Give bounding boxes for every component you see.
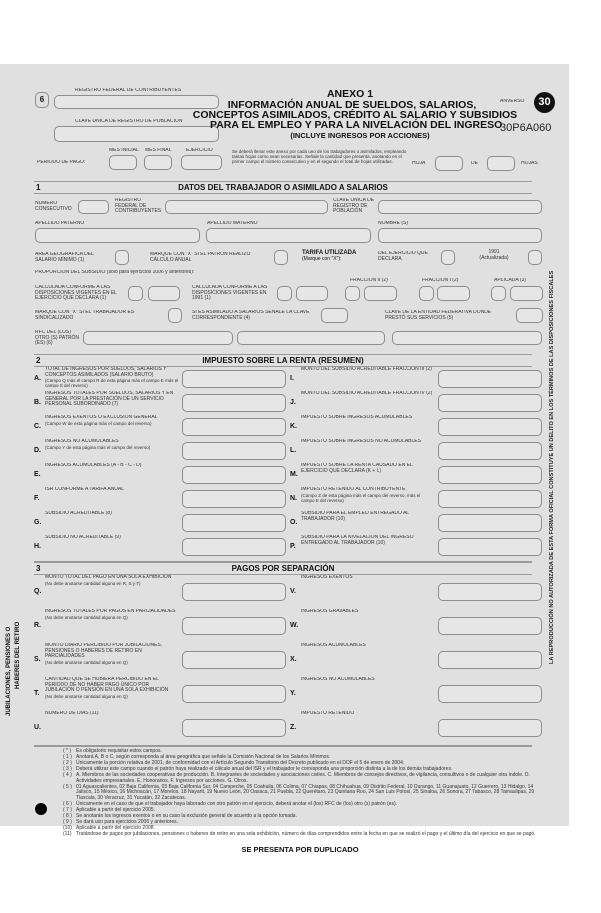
row-label (45, 643, 179, 675)
row-letter: Z. (290, 724, 297, 731)
row-letter: E. (34, 471, 41, 478)
calculada2-dec-input[interactable] (296, 286, 328, 301)
page-badge (534, 92, 555, 113)
subtitle: (INCLUYE INGRESOS POR ACCIONES) (290, 131, 430, 140)
page-badge-text: 30 (538, 96, 551, 108)
row-letter: I. (290, 375, 294, 382)
footnote-text: Únicamente en el caso de que el trabajador haya laborado con otro patrón en el ejercicio, deberá anotar el (los) RFC de (los) otro (s) patrón (es). (76, 800, 398, 807)
footnote-key: ( * ) (63, 748, 72, 754)
ejercicio-1991 (466, 250, 522, 261)
isr-row (34, 535, 286, 558)
footnote-key: ( 5 ) (63, 783, 72, 790)
row-label (301, 643, 435, 675)
row-label-text: IMPUESTO SOBRE LA RENTA CAUSADO EN EL EJERCICIO QUE DECLARA (K + L) (301, 463, 413, 474)
row-label-text: CANTIDAD QUE SE HUBIERA PERCIBIDO EN EL PERIODO DE NO HABER PAGO ÚNICO POR JUBILACIÓN O PENSIÓN EN UNA SOLA EXHIBICIÓN (45, 677, 169, 693)
row-label-text: IMPUESTO RETENIDO (301, 711, 355, 716)
row-letter: G. (34, 519, 42, 526)
footnote-text: Deberá utilizar este campo cuando el patrón haya realizado el cálculo anual del ISR y el trabajador le corresponda una proporción distinta a la de los demás trabajadores. (76, 766, 453, 772)
fraccion-ii-label: FRACCIÓN II (2) (350, 278, 388, 283)
footnote-text: Aplicable a partir del ejercicio 2008. (76, 824, 155, 831)
hoja-label: HOJA (412, 161, 426, 166)
isr-row (290, 439, 542, 462)
row-label-text: MONTO DEL SUBSIDIO ACREDITABLE FRACCIÓN IV (2) (301, 391, 433, 396)
row-label (301, 415, 435, 437)
tarifa-ejercicio-checkbox[interactable] (441, 250, 455, 265)
footnote-text: Se anotarán los ingresos exentos o en su caso la exclusión general de acuerdo a la opción tomada. (76, 812, 297, 819)
area-input[interactable] (115, 250, 129, 265)
row-label-text: NÚMERO DE DÍAS (11) (45, 711, 99, 716)
amount-input[interactable] (182, 514, 286, 532)
section-1-title: DATOS DEL TRABAJADOR O ASIMILADO A SALARIOS (178, 183, 388, 192)
row-label-text: IMPUESTO SOBRE INGRESOS NO ACUMULABLES (301, 439, 421, 444)
mes-inicial-input[interactable] (109, 155, 137, 170)
footnote-text: Aplicable a partir del ejercicio 2005. (76, 806, 155, 813)
row-label (45, 367, 179, 389)
s1-curp-label: CLAVE ÚNICA DE REGISTRO DE POBLACIÓN (333, 198, 375, 214)
row-label-text: INGRESOS NO ACUMULABLES (301, 677, 375, 682)
period-label: PERIODO DE PAGO: (37, 160, 86, 165)
footnote (63, 773, 543, 784)
row-letter: K. (290, 423, 297, 430)
row-letter: T. (34, 690, 40, 697)
amount-input[interactable] (438, 466, 542, 484)
amount-input[interactable] (182, 538, 286, 556)
row-label-text: INGRESOS ACUMULABLES (301, 643, 366, 648)
footnote-key: ( 4 ) (63, 772, 72, 778)
row-note: (No debe anotarse cantidad alguna en Q) (45, 659, 128, 665)
otro-patron-2-input[interactable] (237, 331, 385, 345)
row-letter: H. (34, 543, 41, 550)
separacion-row (290, 609, 542, 642)
row-label-text: IMPUESTO RETENIDO AL CONTRIBUYENTE (301, 487, 406, 492)
isr-row (290, 487, 542, 510)
aplicada-label: APLICADA (3) (494, 278, 526, 283)
footnote-key: ( 9 ) (63, 818, 72, 825)
amount-input[interactable] (182, 442, 286, 460)
form-page (0, 64, 569, 854)
otro-patron-1-input[interactable] (83, 331, 233, 345)
marque-anual-label: MARQUE CON "X" SI EL PATRÓN REALIZÓ CÁLCULO ANUAL (150, 252, 251, 263)
row-letter: Y. (290, 690, 296, 697)
ejercicio-label: DEL EJERCICIO QUE DECLARA (378, 251, 428, 262)
amount-input[interactable] (182, 418, 286, 436)
row-label-text: INGRESOS ACUMULABLES (A - B - C - D) (45, 463, 142, 468)
separacion-row (290, 643, 542, 676)
row-label-text: INGRESOS TOTALES POR PAGOS EN PARCIALIDADES (45, 609, 176, 614)
entidad-input[interactable] (516, 308, 543, 323)
row-note: (Campo Z de esta página más el campo del reverso, más el campo E del reverso) (301, 492, 421, 503)
row-label (301, 677, 435, 709)
isr-row (34, 367, 286, 390)
row-label (45, 575, 179, 607)
section-3-number: 3 (36, 564, 41, 573)
nombre-label: NOMBRE (S) (378, 221, 408, 226)
amount-input[interactable] (438, 514, 542, 532)
row-label (45, 677, 179, 709)
row-note: (Campo Q más el campo R de esta página más el campo E más el campo S del reverso) (45, 378, 179, 388)
footnote-key: ( 8 ) (63, 812, 72, 819)
de-label: DE (471, 161, 478, 166)
ejercicio-1991-sub: (Actualizada) (479, 254, 509, 261)
tarifa-1991-checkbox[interactable] (528, 250, 542, 265)
period-label-mes-inicial: MES INICIAL (109, 148, 139, 153)
area-label: ÁREA GEOGRÁFICA DEL SALARIO MÍNIMO (1) (35, 252, 94, 263)
amount-input[interactable] (438, 490, 542, 508)
row-label (301, 367, 435, 389)
amount-input[interactable] (438, 442, 542, 460)
section-1-header (34, 181, 532, 194)
row-label-text: SUBSIDIO ACREDITABLE (8) (45, 511, 112, 516)
calculada2-int-input[interactable] (277, 286, 292, 301)
amount-input[interactable] (438, 719, 542, 737)
separacion-row (34, 575, 286, 608)
separacion-row (34, 609, 286, 642)
separacion-row (290, 677, 542, 710)
amount-input[interactable] (182, 490, 286, 508)
row-label (45, 463, 179, 485)
proporcion-label: PROPORCIÓN DEL SUBSIDIO (sólo para ejercicios 2006 y anteriores): (35, 270, 195, 275)
section-2-header (34, 354, 532, 367)
fraccion-i-int-input[interactable] (419, 286, 434, 301)
row-label (45, 535, 179, 557)
row-label-text: SUBSIDIO PARA LA NIVELACIÓN DEL INGRESO ENTREGADO AL TRABAJADOR (10) (301, 535, 414, 546)
row-label (301, 609, 435, 641)
row-label (301, 511, 435, 533)
amount-input[interactable] (438, 370, 542, 388)
separacion-row (34, 677, 286, 710)
row-label (301, 391, 435, 413)
s1-rfc-input[interactable] (165, 200, 328, 214)
calculada2-label: CALCULADA CONFORME A LAS DISPOSICIONES VIGENTES EN 1991 (1) (192, 285, 268, 301)
section-3-side-label-2: HABERES DEL RETIRO (15, 621, 21, 689)
separacion-row (34, 643, 286, 676)
section-2-title: IMPUESTO SOBRE LA RENTA (RESUMEN) (202, 356, 364, 365)
section-3-title: PAGOS POR SEPARACIÓN (231, 564, 335, 573)
form-number-box (35, 92, 49, 108)
footnote-text: Únicamente la porción relativa de 2001, de conformidad con el Artículo Segundo Transitorio del Decreto publicado en el DOF el 5 de enero de 2004. (76, 760, 405, 766)
isr-row (290, 367, 542, 390)
row-letter: P. (290, 543, 296, 550)
amount-input[interactable] (182, 394, 286, 412)
anverso-label: ANVERSO (500, 99, 525, 104)
amount-input[interactable] (182, 685, 286, 703)
isr-row (34, 511, 286, 534)
section-3-side-label-1: JUBILACIONES, PENSIONES O (6, 626, 12, 716)
section-1-number: 1 (36, 183, 41, 192)
annex-title: ANEXO 1 (326, 88, 374, 100)
entidad-label: CLAVE DE LA ENTIDAD FEDERATIVA DONDE PRESTÓ SUS SERVICIOS (5) (385, 310, 492, 321)
row-letter: B. (34, 399, 41, 406)
calculada-label: CALCULADA CONFORME A LAS DISPOSICIONES VIGENTES EN EL EJERCICIO QUE DECLARA (1) (35, 285, 117, 301)
footnote-text: Se dará uso para ejercicios 2006 y anteriores. (76, 818, 179, 825)
row-label-text: IMPUESTO SOBRE INGRESOS ACUMULABLES (301, 415, 413, 420)
isr-row (290, 535, 542, 558)
row-letter: R. (34, 622, 41, 629)
amount-input[interactable] (182, 583, 286, 601)
form-number: 6 (39, 95, 45, 104)
row-label (45, 511, 179, 533)
row-letter: D. (34, 447, 41, 454)
amount-input[interactable] (182, 370, 286, 388)
rfc-header-input[interactable] (54, 95, 219, 109)
footnotes-divider (34, 745, 532, 747)
de-input[interactable] (487, 156, 515, 171)
row-label (45, 415, 179, 437)
isr-row (290, 511, 542, 534)
aplicada-int-input[interactable] (491, 286, 506, 301)
row-letter: F. (34, 495, 40, 502)
consecutivo-input[interactable] (78, 200, 109, 214)
s1-rfc-label: REGISTRO FEDERAL DE CONTRIBUYENTES (115, 198, 162, 214)
row-note: (Campo Y de esta página más el campo del reverso) (45, 444, 151, 450)
amount-input[interactable] (182, 651, 286, 669)
isr-row (34, 439, 286, 462)
row-label-text: INGRESOS EXENTOS (301, 575, 353, 580)
period-label-mes-final: MES FINAL (145, 148, 172, 153)
section-3-header (34, 561, 532, 575)
asimilado-label: SI ES ASIMILADO A SALARIOS SEÑALE LA CLAVE CORRESPONDIENTE (4) (192, 310, 310, 321)
registration-mark (35, 803, 47, 815)
curp-header-label: CLAVE ÚNICA DE REGISTRO DE POBLACIÓN (75, 119, 183, 124)
section-2-number: 2 (36, 356, 41, 365)
ejercicio-1991-label: 1991 (488, 249, 500, 255)
tarifa-sub-text: (Marque con "X"): (302, 255, 342, 262)
amount-input[interactable] (182, 719, 286, 737)
asimilado-input[interactable] (321, 308, 348, 323)
row-letter: L. (290, 447, 297, 454)
row-label-text: INGRESOS GRAVABLES (301, 609, 359, 614)
row-label-text: TOTAL DE INGRESOS POR SUELDOS, SALARIOS Y CONCEPTOS ASIMILADOS (SALARIO BRUTO) (45, 367, 167, 378)
curp-header-input[interactable] (54, 126, 219, 142)
footnote-text: Es obligatorio requisitar estos campos. (76, 748, 162, 754)
s1-curp-input[interactable] (378, 200, 542, 214)
row-note: (No debe anotarse cantidad alguna en R, S y T) (45, 580, 141, 586)
isr-row (290, 415, 542, 438)
calculada-int-input[interactable] (128, 286, 143, 301)
sindicalizado-checkbox[interactable] (168, 308, 182, 323)
row-letter: W. (290, 622, 299, 629)
amount-input[interactable] (182, 466, 286, 484)
nombre-input[interactable] (378, 228, 542, 243)
row-label (301, 535, 435, 557)
row-letter: N. (290, 495, 297, 502)
row-letter: X. (290, 656, 297, 663)
mes-final-input[interactable] (144, 155, 172, 170)
consecutivo-label: NÚMERO CONSECUTIVO (35, 201, 72, 212)
row-label (45, 711, 179, 743)
aplicada-dec-input[interactable] (510, 286, 543, 301)
footnote-key: ( 1 ) (63, 754, 72, 760)
title-line-1: INFORMACIÓN ANUAL DE SUELDOS, SALARIOS, (227, 99, 477, 111)
row-note: (Campo W de esta página más el campo del reverso) (45, 420, 152, 426)
row-letter: V. (290, 588, 296, 595)
tarifa-label (302, 250, 370, 262)
footnote-text: Tratándose de pagos por jubilaciones, pensiones o haberes de retiro en una sola exhibición, número de días comprendidos entre la fecha en que se realizó el pago y el último día del ejercicio en que se pagó. (76, 830, 536, 837)
row-note: (No debe anotarse cantidad alguna en Q) (45, 614, 128, 620)
decimal-point: . (144, 296, 146, 302)
paterno-input[interactable] (35, 228, 200, 243)
row-label (301, 711, 435, 743)
rfc-header-label: REGISTRO FEDERAL DE CONTRIBUYENTES (75, 88, 182, 93)
row-label (301, 463, 435, 485)
materno-label: APELLIDO MATERNO (207, 221, 258, 226)
footnote-key: ( 6 ) (63, 800, 72, 807)
materno-input[interactable] (206, 228, 371, 243)
title-line-2: CONCEPTOS ASIMILADOS, CRÉDITO AL SALARIO Y SUBSIDIOS (192, 109, 518, 121)
amount-input[interactable] (182, 617, 286, 635)
footnote (63, 832, 543, 843)
row-letter: M. (290, 471, 298, 478)
row-label-text: INGRESOS TOTALES POR SUELDOS, SALARIOS Y EN GENERAL POR LA PRESTACIÓN DE UN SERVICIO PERSONAL SUBORDINADO (7) (45, 391, 174, 407)
footnote-key: ( 2 ) (63, 760, 72, 766)
period-label-ejercicio: EJERCICIO (186, 148, 213, 153)
fraccion-i-dec-input[interactable] (437, 286, 470, 301)
amount-input[interactable] (438, 418, 542, 436)
isr-row (290, 463, 542, 486)
amount-input[interactable] (438, 538, 542, 556)
isr-row (34, 415, 286, 438)
row-letter: C. (34, 423, 41, 430)
row-label (45, 609, 179, 641)
footer-text: SE PRESENTA POR DUPLICADO (241, 845, 359, 854)
footnote-key: ( 7 ) (63, 806, 72, 813)
amount-input[interactable] (438, 685, 542, 703)
hojas-label: HOJAS (521, 161, 538, 166)
row-label (301, 575, 435, 607)
amount-input[interactable] (438, 651, 542, 669)
isr-row (34, 391, 286, 414)
side-legend: LA REPRODUCCIÓN NO AUTORIZADA DE ESTA FORMA OFICIAL CONSTITUYE UN DELITO EN LOS TÉRMINOS DE LAS DISPOSICIONES FISCALES (549, 270, 555, 664)
form-code: 30P6A060 (500, 122, 552, 134)
tarifa-label-text: TARIFA UTILIZADA (302, 250, 357, 256)
row-letter: U. (34, 724, 41, 731)
separacion-row (290, 575, 542, 608)
row-label-text: MONTO DEL SUBSIDIO ACREDITABLE FRACCIÓN III (2) (301, 367, 432, 372)
row-label (45, 439, 179, 461)
title-line-3: PARA EL EMPLEO Y PARA LA NIVELACIÓN DEL INGRESO (210, 119, 503, 131)
row-label-text: SUBSIDIO PARA EL EMPLEO ENTREGADO AL TRABAJADOR (10) (301, 511, 409, 522)
footnote (63, 785, 543, 802)
footnote-key: ( 3 ) (63, 766, 72, 772)
amount-input[interactable] (438, 583, 542, 601)
row-label-text: INGRESOS EXENTOS O EXCLUSIÓN GENERAL (45, 415, 158, 420)
fraccion-i-label: FRACCIÓN I (2) (422, 278, 459, 283)
separacion-row (34, 711, 286, 744)
row-note: (No debe anotarse cantidad alguna en Q) (45, 693, 128, 699)
sindicalizado-label: MARQUE CON "X" SI EL TRABAJADOR ES SINDICALIZADO (35, 310, 135, 321)
row-label-text: SUBSIDIO NO ACREDITABLE (9) (45, 535, 121, 540)
isr-row (290, 391, 542, 414)
otro-patron-3-input[interactable] (392, 331, 542, 345)
row-label (301, 487, 435, 509)
footnote-text: Anotará A, B o C, según corresponda al área geográfica que señale la Comisión Nacional de los Salarios Mínimos. (76, 754, 331, 760)
row-label-text: ISR CONFORME A TARIFA ANUAL (45, 487, 125, 492)
footnote-text: 01 Aguascalientes, 02 Baja California, 03 Baja California Sur, 04 Campeche, 05 Coahuila, 06 Colima, 07 Chiapas, 08 Chihuahua, 09 Distrito Federal, 10 Durango, 11 Guanajuato, 12 Guerrero, 13 Hidalgo, 14 Jalisco, 15 México, 16 Michoacán, 17 Morelos, 18 Nayarit, 19 Nuevo León, 20 Oaxaca, 21 Puebla, 22 Querétaro, 23 Quintana Roo, 24 San Luis Potosí, 25 Sinaloa, 26 Sonora, 27 Tabasco, 28 Tamaulipas, 29 Tlaxcala, 30 Veracruz, 31 Yucatán, 32 Zacatecas. (76, 783, 535, 801)
ejercicio-input[interactable] (181, 155, 222, 170)
hoja-input[interactable] (435, 156, 463, 171)
footnote-key: (11) (63, 830, 72, 837)
row-label (45, 487, 179, 509)
isr-row (34, 487, 286, 510)
calculada-dec-input[interactable] (148, 286, 180, 301)
row-letter: Q. (34, 588, 42, 595)
otros-patrones-label: RFC DEL (LOS) OTRO (S) PATRÓN (ES) (6) (35, 330, 79, 346)
footnote-key: (10) (63, 824, 72, 831)
isr-row (34, 463, 286, 486)
row-letter: S. (34, 656, 41, 663)
row-letter: J. (290, 399, 296, 406)
instructions: Se deberá llenar este anexo por cada uno de los trabajadores o asimilados, empleando tantas hojas como sean necesarias. Señale la cantidad que presenta, anotando en el primer campo el número consecutivo y en el segundo el total de hojas utilizadas. (232, 149, 407, 164)
separacion-row (290, 711, 542, 744)
row-label-text: MONTO TOTAL DEL PAGO EN UNA SOLA EXHIBICIÓN (45, 575, 172, 580)
row-label-text: INGRESOS NO ACUMULABLES (45, 439, 119, 444)
fraccion-ii-int-input[interactable] (345, 286, 360, 301)
row-label (45, 391, 179, 413)
footnote-text: A. Miembros de las sociedades cooperativas de producción. B. Integrantes de sociedades y asociaciones civiles. C. Miembros de consejos directivos, de vigilancia, consultivos o de cualquier otra índole. D. Actividades empresariales. E. Honorarios. F. Ingresos por acciones. G. Otros. (76, 772, 530, 784)
amount-input[interactable] (438, 394, 542, 412)
row-letter: A. (34, 375, 41, 382)
calculo-anual-checkbox[interactable] (274, 250, 288, 265)
fraccion-ii-dec-input[interactable] (364, 286, 397, 301)
row-letter: O. (290, 519, 298, 526)
row-label-text: MONTO DIARIO PERCIBIDO POR JUBILACIONES, PENSIONES O HABERES DE RETIRO EN PARCIALIDADES (45, 643, 163, 659)
paterno-label: APELLIDO PATERNO (35, 221, 85, 226)
amount-input[interactable] (438, 617, 542, 635)
row-label (301, 439, 435, 461)
